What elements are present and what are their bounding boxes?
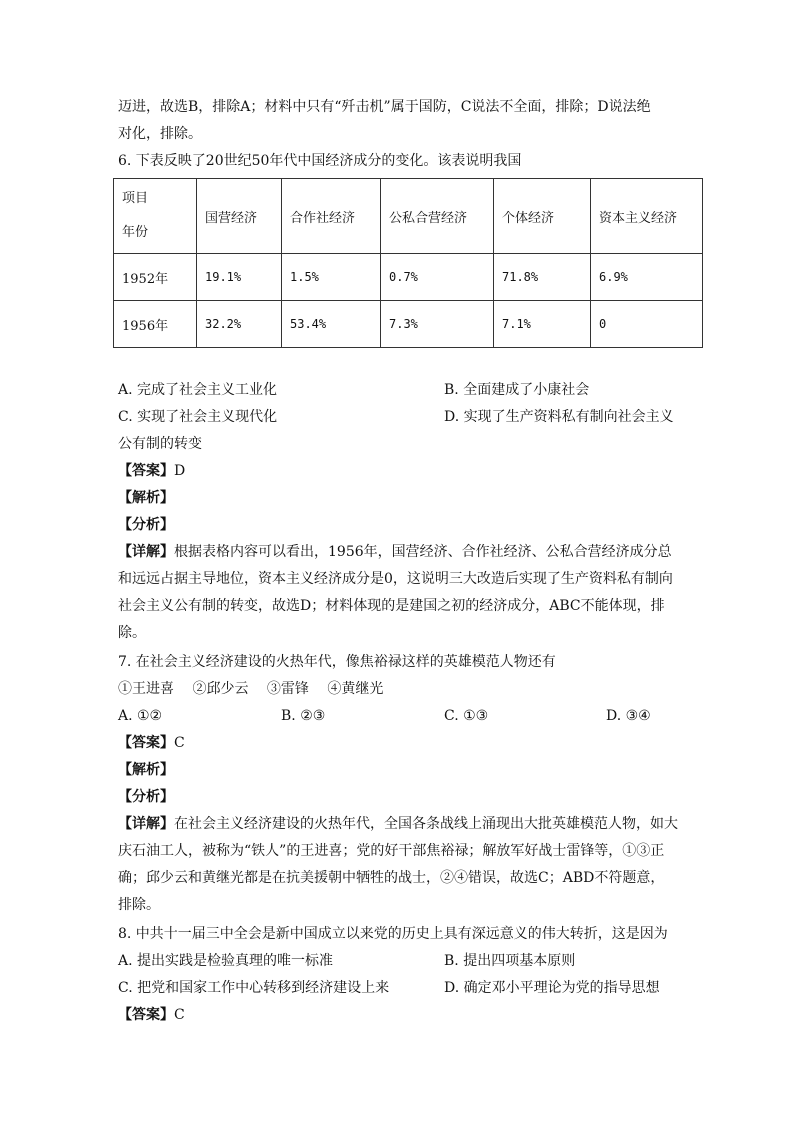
question-6-stem: 6. 下表反映了20世纪50年代中国经济成分的变化。该表说明我国 — [118, 153, 522, 169]
q6-detail-line-2: 和远远占据主导地位，资本主义经济成分是0，这说明三大改造后实现了生产资料私有制向 — [118, 571, 673, 587]
table-cell: 71.8% — [494, 254, 591, 301]
answer-tag: 【答案】 — [118, 463, 174, 479]
q7-option-a: A. ①② — [118, 708, 163, 724]
table-cell: 0 — [591, 301, 703, 348]
q6-option-c: C. 实现了社会主义现代化 — [118, 409, 278, 425]
table-header-row — [114, 179, 703, 254]
q7-fenxi-tag: 【分析】 — [118, 789, 174, 805]
detail-tag: 【详解】 — [118, 816, 174, 832]
answer-value: C — [174, 1007, 185, 1023]
answer-value: D — [174, 463, 186, 479]
prev-explanation-line-2: 对化，排除。 — [118, 126, 202, 142]
q6-fenxi-tag: 【分析】 — [118, 517, 174, 533]
answer-tag: 【答案】 — [118, 1007, 174, 1023]
economy-composition-table — [113, 178, 703, 348]
table-cell: 0.7% — [381, 254, 494, 301]
row-year: 1956年 — [114, 301, 197, 348]
table-cell: 6.9% — [591, 254, 703, 301]
q8-option-d: D. 确定邓小平理论为党的指导思想 — [444, 980, 660, 996]
q8-option-a: A. 提出实践是检验真理的唯一标准 — [118, 953, 334, 969]
q6-answer — [118, 461, 185, 481]
table-cell: 19.1% — [197, 254, 282, 301]
q6-detail-line-1 — [118, 542, 672, 562]
q6-detail-line-4: 除。 — [118, 625, 146, 641]
column-header: 资本主义经济 — [591, 179, 703, 254]
detail-tag: 【详解】 — [118, 544, 174, 560]
q6-option-b: B. 全面建成了小康社会 — [444, 382, 590, 398]
detail-text: 在社会主义经济建设的火热年代，全国各条战线上涌现出大批英雄模范人物，如大 — [174, 816, 678, 832]
table-cell: 53.4% — [282, 301, 381, 348]
corner-label-item: 项目 — [122, 191, 149, 206]
q7-option-c: C. ①③ — [444, 708, 489, 724]
q7-answer — [118, 733, 185, 753]
table-cell: 32.2% — [197, 301, 282, 348]
q7-detail-line-3: 确；邱少云和黄继光都是在抗美援朝中牺牲的战士，②④错误，故选C；ABD不符题意， — [118, 870, 665, 886]
table-row — [114, 254, 703, 301]
q6-option-a: A. 完成了社会主义工业化 — [118, 382, 278, 398]
column-header: 国营经济 — [197, 179, 282, 254]
table-cell: 7.3% — [381, 301, 494, 348]
q7-detail-line-4: 排除。 — [118, 897, 160, 913]
column-header: 公私合营经济 — [381, 179, 494, 254]
question-7-stem: 7. 在社会主义经济建设的火热年代，像焦裕禄这样的英雄模范人物还有 — [118, 654, 556, 670]
prev-explanation-line-1: 迈进，故选B，排除A；材料中只有“歼击机”属于国防，C说法不全面，排除；D说法绝 — [118, 99, 651, 115]
q6-detail-line-3: 社会主义公有制的转变，故选D；材料体现的是建国之初的经济成分，ABC不能体现，排 — [118, 598, 665, 614]
question-8-stem: 8. 中共十一届三中全会是新中国成立以来党的历史上具有深远意义的伟大转折，这是因为 — [118, 926, 668, 942]
answer-tag: 【答案】 — [118, 735, 174, 751]
answer-value: C — [174, 735, 185, 751]
corner-label-year: 年份 — [122, 225, 149, 240]
column-header: 个体经济 — [494, 179, 591, 254]
q7-jiexi-tag: 【解析】 — [118, 762, 174, 778]
q8-option-c: C. 把党和国家工作中心转移到经济建设上来 — [118, 980, 390, 996]
q6-option-d-continued: 公有制的转变 — [118, 436, 202, 452]
q6-option-d: D. 实现了生产资料私有制向社会主义 — [444, 409, 674, 425]
table-corner-cell — [114, 179, 197, 254]
row-year: 1952年 — [114, 254, 197, 301]
table-cell: 1.5% — [282, 254, 381, 301]
table-cell: 7.1% — [494, 301, 591, 348]
q6-jiexi-tag: 【解析】 — [118, 490, 174, 506]
table-row — [114, 301, 703, 348]
q7-option-b: B. ②③ — [281, 708, 326, 724]
q8-option-b: B. 提出四项基本原则 — [444, 953, 576, 969]
q8-answer — [118, 1005, 185, 1025]
q7-detail-line-2: 庆石油工人，被称为“铁人”的王进喜；党的好干部焦裕禄；解放军好战士雷锋等，①③正 — [118, 843, 665, 859]
column-header: 合作社经济 — [282, 179, 381, 254]
q7-detail-line-1 — [118, 814, 678, 834]
q7-option-d: D. ③④ — [606, 708, 651, 724]
q7-items: ①王进喜 ②邱少云 ③雷锋 ④黄继光 — [118, 681, 384, 697]
detail-text: 根据表格内容可以看出，1956年，国营经济、合作社经济、公私合营经济成分总 — [174, 544, 672, 560]
